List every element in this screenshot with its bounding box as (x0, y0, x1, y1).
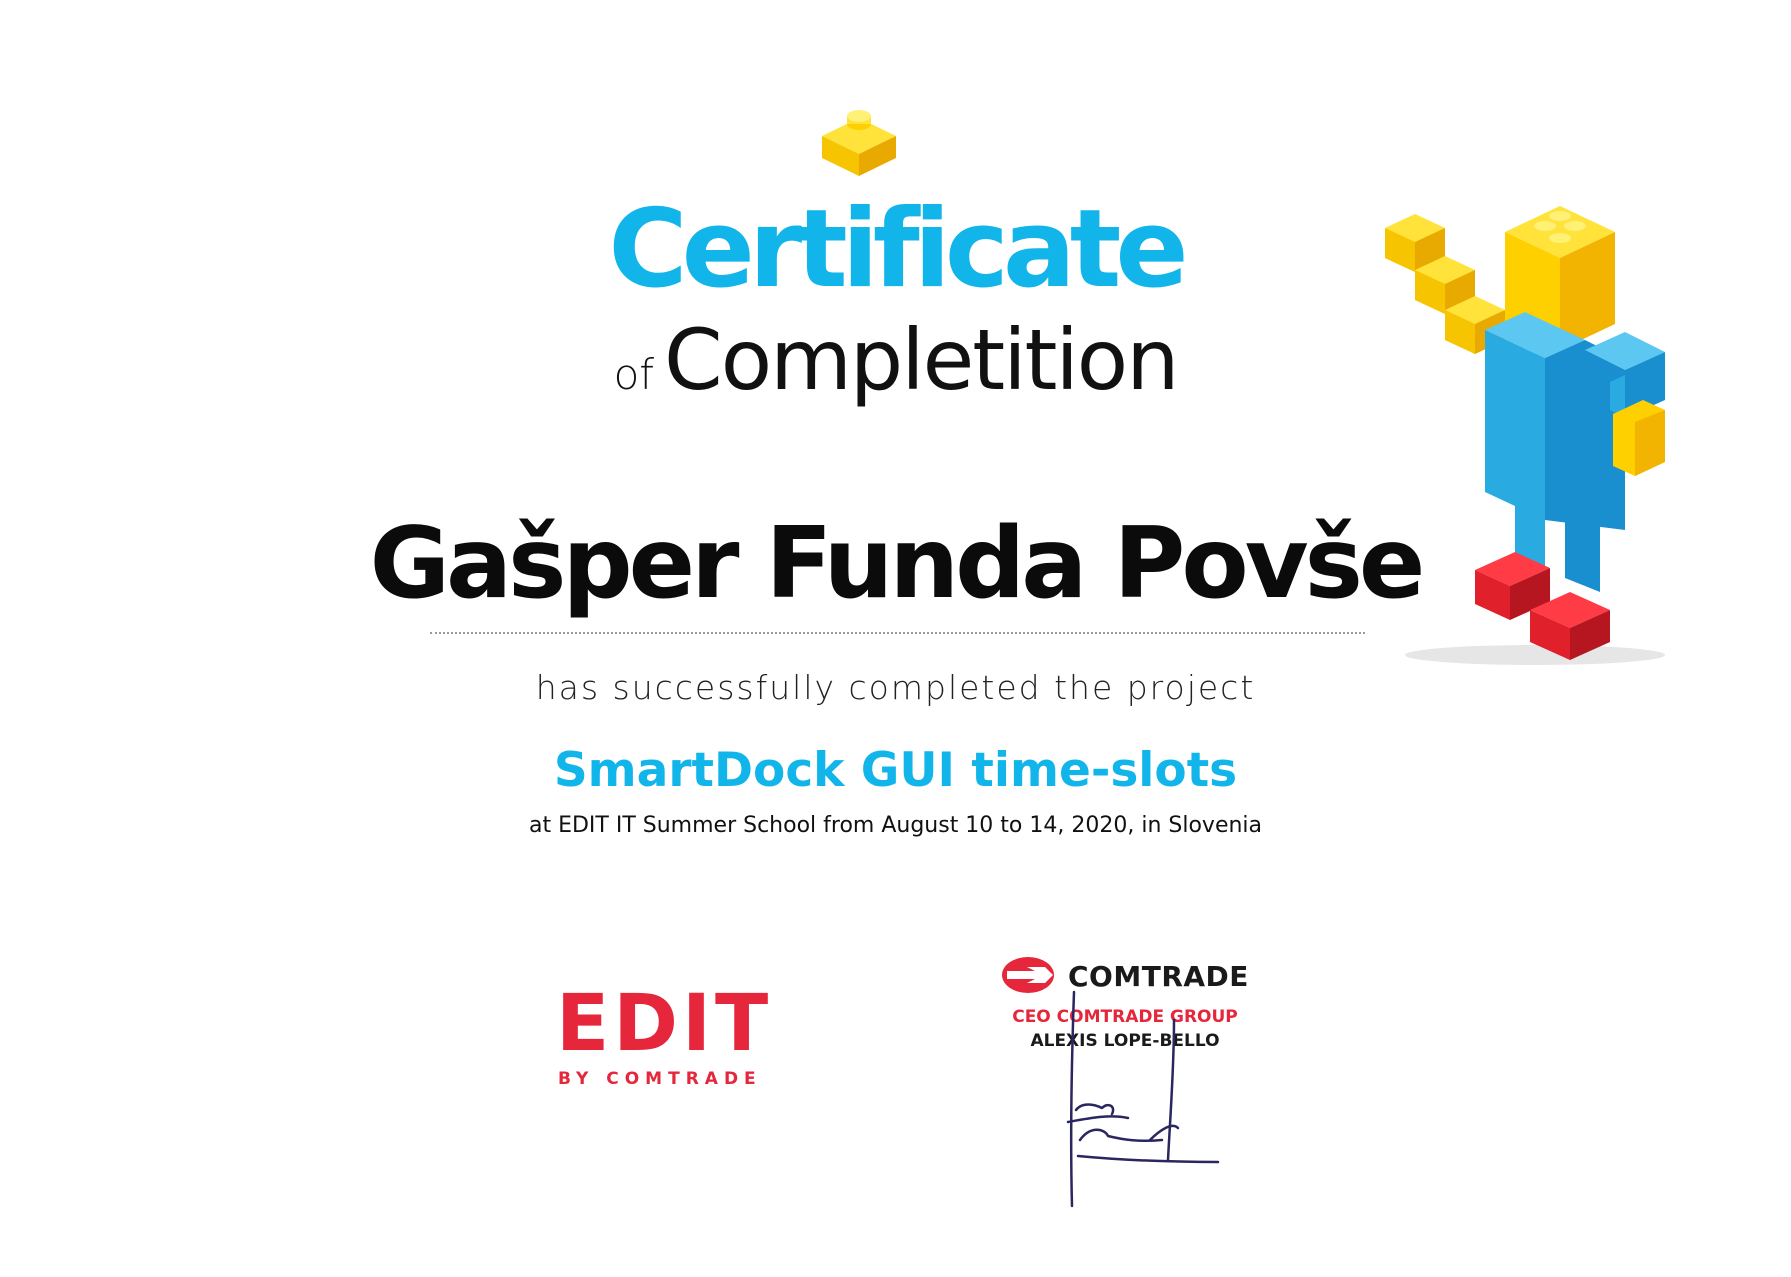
edit-wordmark: EDIT (556, 979, 773, 1069)
signer-name: ALEXIS LOPE-BELLO (1030, 1031, 1220, 1051)
comtrade-logo-icon (1001, 956, 1055, 994)
dotted-divider (430, 632, 1365, 634)
comtrade-signature-block (990, 950, 1260, 1210)
edit-logo (556, 979, 806, 1090)
recipient-name: Gašper Funda Povše (369, 507, 1422, 621)
certificate-title: Certificate (608, 187, 1183, 312)
comtrade-wordmark: COMTRADE (1068, 960, 1249, 993)
subtitle-completition: Completition (664, 311, 1178, 409)
project-title: SmartDock GUI time-slots (553, 743, 1238, 798)
handwritten-signature (1050, 990, 1220, 1210)
subtitle-of: of (613, 350, 655, 399)
signer-title: CEO COMTRADE GROUP (1012, 1007, 1238, 1027)
completion-statement: has successfully completed the project (535, 668, 1256, 707)
yellow-brick-icon (820, 104, 898, 178)
event-details: at EDIT IT Summer School from August 10 to 14, 2020, in Slovenia (528, 813, 1263, 838)
edit-byline: BY COMTRADE (558, 1069, 762, 1089)
